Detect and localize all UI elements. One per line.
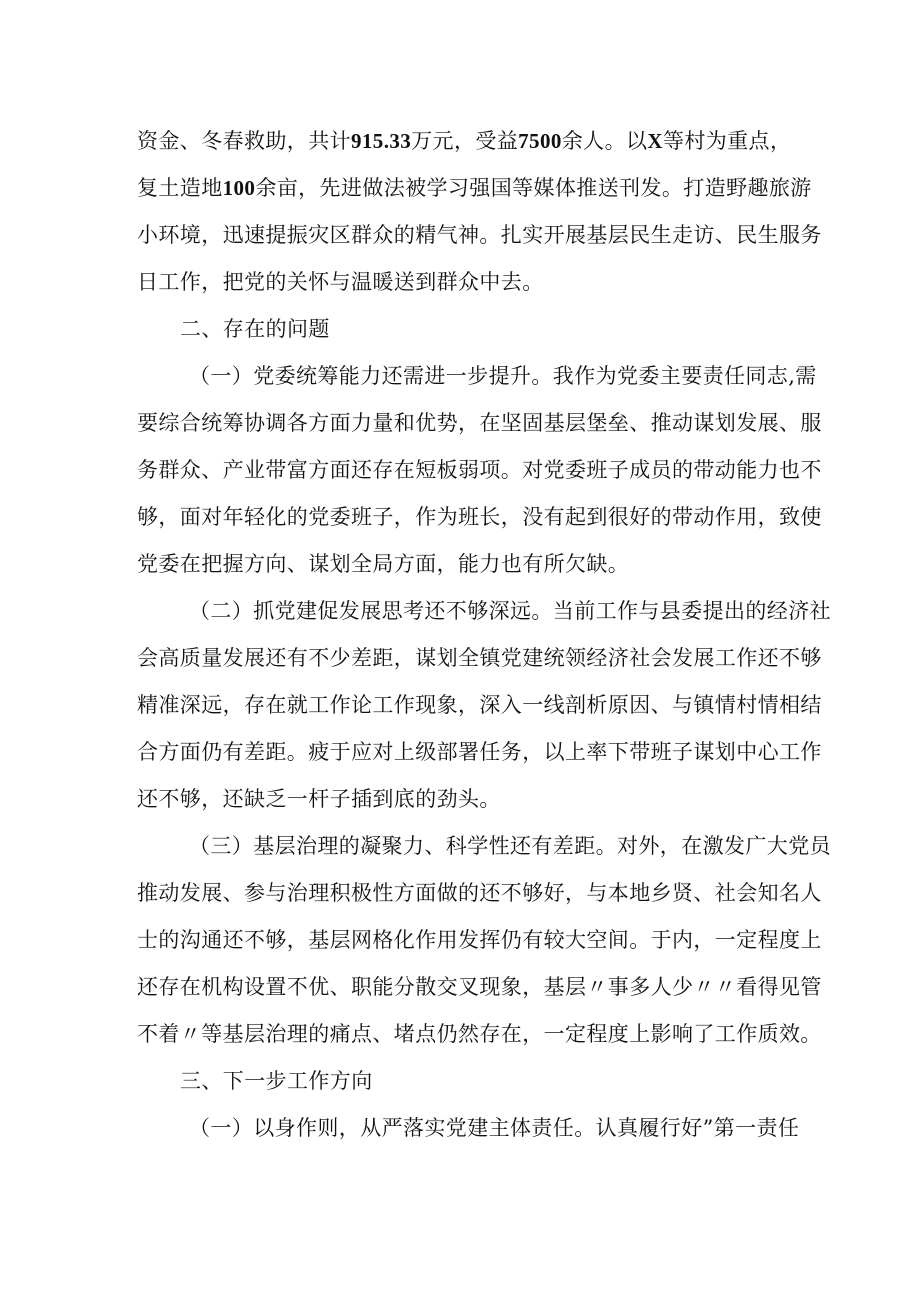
text-line: 日工作，把党的关怀与温暖送到群众中去。 [137,270,544,294]
text-run: 余人。以 [561,129,648,153]
section-heading-next-steps: 三、下一步工作方向 [180,1069,373,1093]
text-line: 够，面对年轻化的党委班子，作为班长，没有起到很好的带动作用，致使 [137,505,822,529]
text-run: 复土造地 [137,176,223,200]
text-line: （一）党委统筹能力还需进一步提升。我作为党委主要责任同志,需 [189,364,817,388]
beneficiary-number: 7500 [518,129,562,153]
text-line: 党委在把握方向、谋划全局方面，能力也有所欠缺。 [137,552,630,576]
section-heading-problems: 二、存在的问题 [180,317,330,341]
amount-number: 915.33 [351,129,412,153]
text-line [137,118,792,165]
paragraph-problem-2 [137,588,831,823]
text-line: 精准深远，存在就工作论工作现象，深入一线剖析原因、与镇情村情相结 [137,693,822,717]
document-body [137,118,831,1152]
text-line: 要综合统筹协调各方面力量和优势，在坚固基层堡垒、推动谋划发展、服 [137,411,822,435]
text-line: （三）基层治理的凝聚力、科学性还有差距。对外，在激发广大党员 [189,834,831,858]
text-run: 资金、冬春救助，共计 [137,129,351,153]
text-run: 万元，受益 [411,129,519,153]
text-line: 士的沟通还不够，基层网格化作用发挥仍有较大空间。于内，一定程度上 [137,928,822,952]
text-run: 余亩，先进做法被学习强国等媒体推送刊发。打造野趣旅游 [255,176,812,200]
text-line: 推动发展、参与治理积极性方面做的还不够好，与本地乡贤、社会知名人 [137,881,822,905]
text-line [137,165,812,212]
village-placeholder: X [647,129,663,153]
text-line: 合方面仍有差距。疲于应对上级部署任务，以上率下带班子谋划中心工作 [137,740,822,764]
paragraph-problem-1 [137,353,822,588]
text-line: 还不够，还缺乏一杆子插到底的劲头。 [137,787,501,811]
text-line: 务群众、产业带富方面还存在短板弱项。对党委班子成员的带动能力也不 [137,458,822,482]
text-line: （二）抓党建促发展思考还不够深远。当前工作与县委提出的经济社 [189,599,831,623]
text-line: 小环境，迅速提振灾区群众的精气神。扎实开展基层民生走访、民生服务 [137,223,822,247]
text-line: （一）以身作则，从严落实党建主体责任。认真履行好”第一责任 [189,1116,800,1140]
paragraph-direction-1 [137,1105,800,1152]
text-line: 会高质量发展还有不少差距，谋划全镇党建统领经济社会发展工作还不够 [137,646,822,670]
text-run: 等村为重点， [662,129,792,153]
paragraph-problem-3 [137,823,831,1058]
text-line: 不着〃等基层治理的痛点、堵点仍然存在，一定程度上影响了工作质效。 [137,1022,822,1046]
paragraph-relief-summary [137,118,822,306]
area-number: 100 [222,176,256,200]
text-line: 还存在机构设置不优、职能分散交叉现象，基层〃事多人少〃〃看得见管 [137,975,822,999]
